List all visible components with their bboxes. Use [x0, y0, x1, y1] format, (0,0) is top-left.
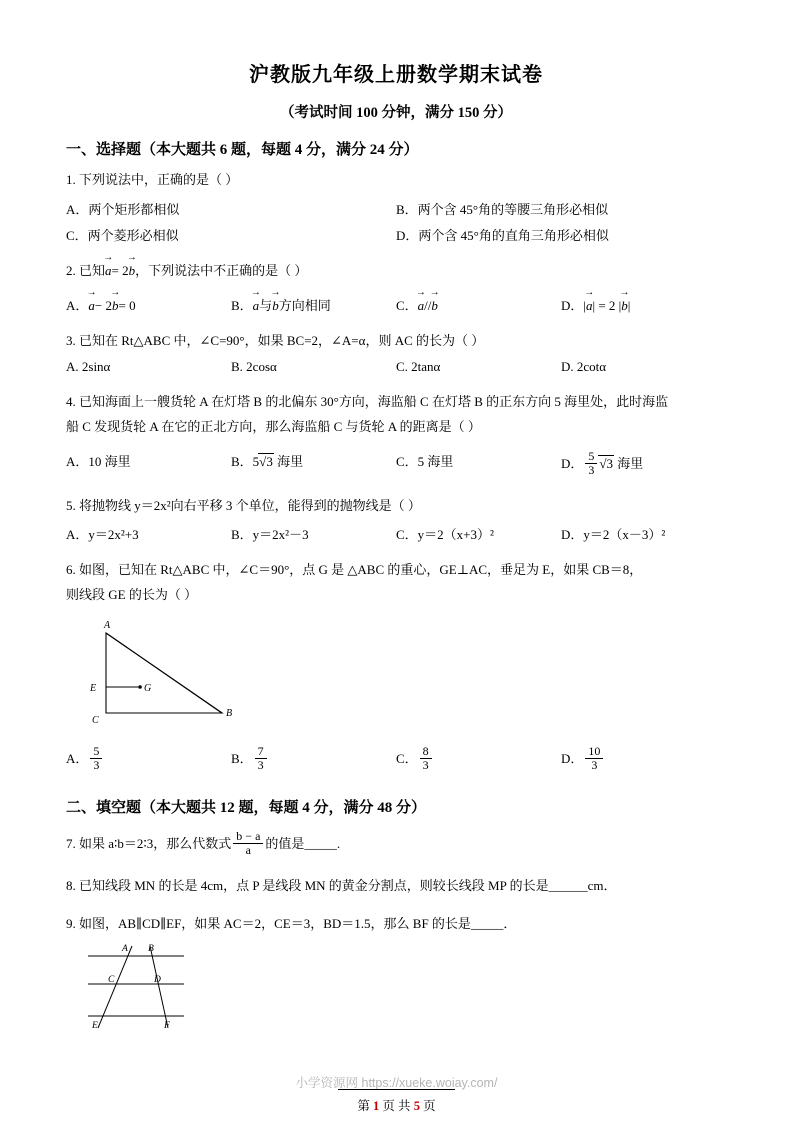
- footer-page-number: 1: [373, 1099, 380, 1113]
- q6-a-den: 3: [93, 758, 100, 773]
- q1-option-a: A．两个矩形都相似: [66, 201, 180, 217]
- figure9-label-F: F: [164, 1021, 170, 1032]
- figure9-label-E: E: [92, 1021, 98, 1032]
- figure6-label-A: A: [104, 619, 111, 631]
- q7-num: b − a: [233, 830, 263, 844]
- q2-a-expr: − 2: [94, 297, 112, 313]
- q6-c-label: C．: [396, 750, 418, 766]
- figure9-label-B: B: [148, 944, 154, 955]
- q2-a-label: A．: [66, 297, 89, 313]
- figure6-label-E: E: [90, 682, 97, 694]
- q3-option-d: D. 2cotα: [561, 359, 607, 375]
- q3-option-c: C. 2tanα: [396, 359, 441, 375]
- q7-pre: 7. 如果 a∶b＝2∶3，那么代数式: [66, 835, 232, 851]
- question-4-stem-line2: 船 C 发现货轮 A 在它的正北方向，那么海监船 C 与货轮 A 的距离是（ ）: [66, 419, 481, 434]
- q2-a-vec2: b →: [112, 298, 119, 314]
- q2-d-label: D．: [561, 297, 584, 313]
- q2-c-vec2: b →: [431, 298, 438, 314]
- q6-option-d: [561, 743, 726, 774]
- q2-b-vec2: b →: [272, 298, 279, 314]
- q2-stem-mid: = 2: [111, 262, 129, 278]
- q4-d-den: 3: [588, 463, 595, 478]
- q4-option-b: [231, 451, 396, 479]
- q5-option-a: A．y＝2x²+3: [66, 527, 139, 543]
- footer-total-pages: 5: [413, 1099, 420, 1113]
- q6-option-a: [66, 743, 231, 774]
- q6-c-num: 8: [420, 745, 432, 759]
- q2-a-vec1: a →: [88, 298, 95, 314]
- q6-d-den: 3: [591, 758, 598, 773]
- footer-suffix: 页: [423, 1099, 436, 1113]
- question-9-figure: [80, 942, 726, 1042]
- q2-option-b: [231, 295, 396, 314]
- parallel-lines-transversal-diagram: [80, 942, 260, 1037]
- q2-c-label: C．: [396, 297, 418, 313]
- figure9-label-D: D: [154, 975, 161, 986]
- figure6-label-G: G: [144, 682, 152, 694]
- q6-a-label: A．: [66, 750, 89, 766]
- q4-b-pre: B．5: [231, 453, 260, 469]
- footer-divider: [338, 1089, 455, 1090]
- page-title: 沪教版九年级上册数学期末试卷: [249, 64, 543, 86]
- q6-d-fraction: [585, 745, 603, 773]
- q5-option-d: D．y＝2（x－3）²: [561, 527, 666, 543]
- figure6-label-C: C: [92, 714, 99, 726]
- q4-d-radicand: 3: [606, 455, 614, 471]
- q6-option-b: [231, 743, 396, 774]
- question-6-figure: [84, 615, 726, 740]
- page-footer: [0, 1096, 793, 1114]
- question-2-options: [66, 295, 726, 314]
- q1-option-c: C．两个菱形必相似: [66, 227, 179, 243]
- question-5-options: [66, 524, 726, 543]
- q2-vector-a: a →: [105, 260, 112, 283]
- question-6-options: [66, 743, 726, 774]
- q2-b-mid: 与: [259, 297, 273, 313]
- q4-b-post: 海里: [277, 453, 304, 469]
- section-heading-2: 二、填空题（本大题共 12 题，每题 4 分，满分 48 分）: [66, 799, 427, 816]
- figure9-label-A: A: [122, 944, 128, 955]
- q4-option-a: A．10 海里: [66, 453, 131, 469]
- q2-b-vec1: a →: [253, 298, 260, 314]
- triangle-abc-centroid-diagram: [84, 615, 264, 735]
- q2-d-vec2: b →: [621, 298, 628, 314]
- q5-option-c: C．y＝2（x+3）²: [396, 527, 494, 543]
- q6-a-fraction: [90, 745, 102, 773]
- q2-option-d: D．|a →| = 2 |b →|: [561, 295, 726, 314]
- question-4-stem-line1: 4. 已知海面上一艘货轮 A 在灯塔 B 的北偏东 30°方向，海监船 C 在灯塔 B 的正东方向 5 海里处，此时海监: [66, 394, 669, 410]
- figure9-label-C: C: [108, 975, 115, 986]
- q7-fraction: [233, 830, 263, 858]
- question-6-stem-line2: 则线段 GE 的长为（ ）: [66, 587, 198, 603]
- q4-d-post: 海里: [617, 455, 644, 471]
- question-1-options: [66, 199, 726, 218]
- question-3-stem: 3. 已知在 Rt△ABC 中，∠C=90°，如果 BC=2，∠A=α，则 AC 的长为（ ）: [66, 332, 485, 348]
- q7-den: a: [245, 843, 251, 858]
- q6-b-fraction: [255, 745, 267, 773]
- question-5-stem: 5. 将抛物线 y＝2x²向右平移 3 个单位，能得到的抛物线是（ ）: [66, 497, 421, 513]
- q6-b-label: B．: [231, 750, 253, 766]
- question-1-stem: 1. 下列说法中，正确的是（ ）: [66, 172, 239, 187]
- question-2-stem: [66, 260, 726, 283]
- q2-b-tail: 方向相同: [278, 297, 331, 313]
- question-6-stem-line1: 6. 如图，已知在 Rt△ABC 中，∠C＝90°，点 G 是 △ABC 的重心，GE⊥AC，垂足为 E，如果 CB＝8，: [66, 562, 643, 578]
- question-1-options-2: [66, 225, 726, 244]
- q4-d-fraction: [585, 450, 597, 478]
- question-4-options: [66, 448, 726, 479]
- q3-option-a: A. 2sinα: [66, 359, 111, 375]
- question-3-options: [66, 359, 726, 375]
- figure6-label-B: B: [226, 707, 233, 719]
- q2-c-mid: //: [424, 297, 432, 313]
- q2-a-tail: = 0: [118, 297, 136, 313]
- q4-d-pre: D．: [561, 455, 584, 471]
- q2-c-vec1: a →: [418, 298, 425, 314]
- q2-stem-post: ，下列说法中不正确的是（ ）: [135, 262, 308, 278]
- q1-option-d: D．两个含 45°角的直角三角形必相似: [396, 227, 609, 243]
- q4-b-sqrt: √3: [259, 453, 273, 469]
- q2-d-vec1: a →: [586, 298, 593, 314]
- q1-option-b: B．两个含 45°角的等腰三角形必相似: [396, 201, 609, 217]
- q5-option-b: B．y＝2x²－3: [231, 527, 309, 543]
- question-7: [66, 828, 726, 859]
- q4-d-sqrt: √3: [599, 455, 614, 471]
- q2-b-label: B．: [231, 297, 253, 313]
- q6-d-label: D．: [561, 750, 584, 766]
- document-content: [66, 58, 726, 1042]
- q4-option-d: [561, 448, 726, 479]
- q6-b-num: 7: [255, 745, 267, 759]
- exam-subtitle: （考试时间 100 分钟，满分 150 分）: [280, 105, 512, 121]
- q4-b-radicand: 3: [266, 453, 273, 469]
- watermark: 小学资源网 https://xueke.woiay.com/: [295, 1076, 498, 1090]
- q6-c-den: 3: [422, 758, 429, 773]
- question-8: 8. 已知线段 MN 的长是 4cm，点 P 是线段 MN 的黄金分割点，则较长线段 MP 的长是______cm．: [66, 877, 617, 893]
- footer-middle: 页 共: [382, 1099, 411, 1113]
- q2-vector-b: b →: [129, 260, 136, 283]
- q6-option-c: [396, 743, 561, 774]
- q4-option-c: C．5 海里: [396, 453, 454, 469]
- q2-option-c: [396, 295, 561, 314]
- section-heading-1: 一、选择题（本大题共 6 题，每题 4 分，满分 24 分）: [66, 142, 419, 158]
- q6-d-num: 10: [585, 745, 603, 759]
- q6-c-fraction: [420, 745, 432, 773]
- question-9: 9. 如图，AB∥CD∥EF，如果 AC＝2，CE＝3，BD＝1.5，那么 BF 的长是_____．: [66, 916, 517, 932]
- q4-d-num: 5: [585, 450, 597, 464]
- footer-prefix: 第: [357, 1099, 370, 1113]
- q2-stem-pre: 2. 已知: [66, 262, 106, 278]
- q2-option-a: [66, 295, 231, 314]
- q6-a-num: 5: [90, 745, 102, 759]
- q3-option-b: B. 2cosα: [231, 359, 277, 375]
- q7-post: 的值是_____.: [265, 835, 341, 851]
- q6-b-den: 3: [257, 758, 264, 773]
